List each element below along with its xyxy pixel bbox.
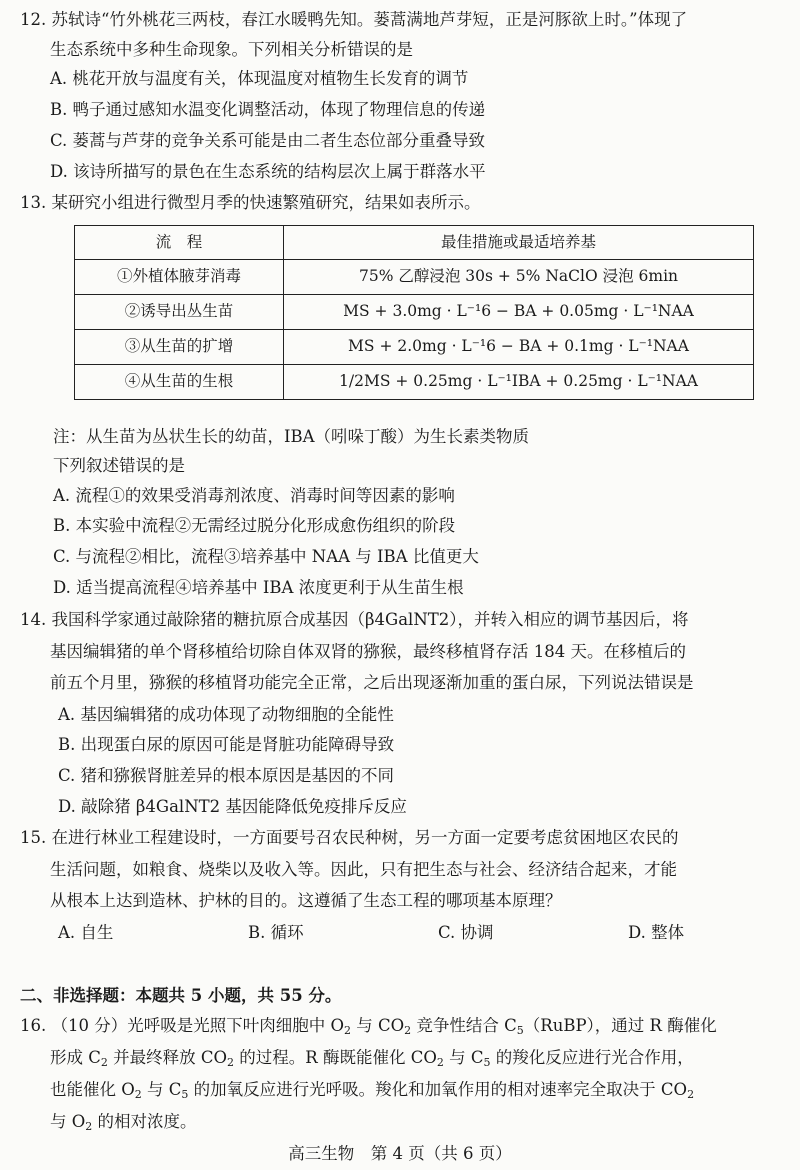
table-row [75, 295, 754, 330]
table-row [75, 260, 754, 295]
table-header-process: 流 程 [75, 226, 284, 260]
table-cell-step: ①外植体腋芽消毒 [75, 260, 284, 295]
table-cell-step: ④从生苗的生根 [75, 365, 284, 400]
q13-stem: 13. 某研究小组进行微型月季的快速繁殖研究，结果如表所示。 [20, 193, 481, 212]
q13-option-d: D. 适当提高流程④培养基中 IBA 浓度更利于从生苗生根 [53, 578, 464, 597]
procedure-table [74, 225, 754, 400]
q12-line1: 12. 苏轼诗“竹外桃花三两枝，春江水暖鸭先知。蒌蒿满地芦芽短，正是河豚欲上时。”体现了 [20, 10, 688, 29]
subscript: 2 [227, 1056, 235, 1069]
q14-option-c: C. 猪和猕猴肾脏差异的根本原因是基因的不同 [58, 766, 395, 785]
q16-text: （RuBP），通过 R 酶催化 [523, 1016, 717, 1035]
subscript: 2 [100, 1056, 108, 1069]
subscript: 2 [134, 1088, 142, 1101]
subscript: 5 [483, 1056, 491, 1069]
table-cell-measure: MS + 3.0mg · L⁻¹6 − BA + 0.05mg · L⁻¹NAA [284, 295, 754, 330]
table-row [75, 365, 754, 400]
q13-option-c: C. 与流程②相比，流程③培养基中 NAA 与 IBA 比值更大 [53, 547, 479, 566]
q15-choice-a: A. 自生 [58, 923, 114, 942]
q15-line3: 从根本上达到造林、护林的目的。这遵循了生态工程的哪项基本原理？ [50, 891, 562, 910]
q12-option-a: A. 桃花开放与温度有关，体现温度对植物生长发育的调节 [50, 69, 469, 88]
q15-choice-d: D. 整体 [628, 923, 685, 942]
table-cell-measure: 75% 乙醇浸泡 30s + 5% NaClO 浸泡 6min [284, 260, 754, 295]
q12-option-b: B. 鸭子通过感知水温变化调整活动，体现了物理信息的传递 [50, 100, 486, 119]
table-row [75, 330, 754, 365]
q15-line1: 15. 在进行林业工程建设时，一方面要号召农民种树，另一方面一定要考虑贫困地区农民的 [20, 828, 679, 847]
q15-choice-b: B. 循环 [248, 923, 304, 942]
q16-text: 的羧化反应进行光合作用， [490, 1048, 694, 1067]
q14-option-b: B. 出现蛋白尿的原因可能是肾脏功能障碍导致 [58, 735, 395, 754]
q16-text: 也能催化 O [50, 1080, 135, 1099]
q16-text: 并最终释放 CO [107, 1048, 228, 1067]
q14-line2: 基因编辑猪的单个肾移植给切除自体双肾的猕猴，最终移植肾存活 184 天。在移植后的 [50, 642, 686, 661]
subscript: 2 [85, 1120, 93, 1133]
q15-line2: 生活问题，如粮食、烧柴以及收入等。因此，只有把生态与社会、经济结合起来，才能 [50, 860, 677, 879]
q16-text: 竞争性结合 C [411, 1016, 517, 1035]
q14-option-a: A. 基因编辑猪的成功体现了动物细胞的全能性 [58, 705, 394, 724]
q16-line1 [20, 1016, 717, 1038]
q13-option-a: A. 流程①的效果受消毒剂浓度、消毒时间等因素的影响 [53, 486, 455, 505]
q16-text: 与 CO [351, 1016, 405, 1035]
subscript: 5 [181, 1088, 189, 1101]
page-footer: 高三生物 第 4 页（共 6 页） [288, 1144, 512, 1163]
subscript: 2 [687, 1088, 695, 1101]
table-cell-step: ③从生苗的扩增 [75, 330, 284, 365]
q16-text: 形成 C [50, 1048, 101, 1067]
q16-text: 与 C [141, 1080, 182, 1099]
subscript: 2 [404, 1024, 412, 1037]
table-cell-measure: MS + 2.0mg · L⁻¹6 − BA + 0.1mg · L⁻¹NAA [284, 330, 754, 365]
q16-text: 的过程。R 酶既能催化 CO [234, 1048, 437, 1067]
q16-text: 的相对浓度。 [92, 1112, 197, 1131]
q12-option-c: C. 蒌蒿与芦芽的竞争关系可能是由二者生态位部分重叠导致 [50, 131, 486, 150]
table-header-row [75, 226, 754, 260]
q14-line1: 14. 我国科学家通过敲除猪的糖抗原合成基因（β4GalNT2），并转入相应的调节基因后，将 [20, 610, 689, 629]
q16-line3 [50, 1080, 694, 1102]
q12-option-d: D. 该诗所描写的景色在生态系统的结构层次上属于群落水平 [50, 162, 486, 181]
q16-line2 [50, 1048, 694, 1070]
q16-text: 的加氧反应进行光呼吸。羧化和加氧作用的相对速率完全取决于 CO [188, 1080, 688, 1099]
section-title: 二、非选择题：本题共 5 小题，共 55 分。 [20, 986, 342, 1005]
q14-option-d: D. 敲除猪 β4GalNT2 基因能降低免疫排斥反应 [58, 797, 407, 816]
q16-line4 [50, 1112, 197, 1134]
table-header-measure: 最佳措施或最适培养基 [284, 226, 754, 260]
subscript: 5 [516, 1024, 524, 1037]
subscript: 2 [344, 1024, 351, 1037]
q13-note: 注：从生苗为丛状生长的幼苗，IBA（吲哚丁酸）为生长素类物质 [53, 427, 530, 446]
q16-text: 16. （10 分）光呼吸是光照下叶肉细胞中 O [20, 1016, 344, 1035]
table-cell-step: ②诱导出丛生苗 [75, 295, 284, 330]
q16-text: 与 C [443, 1048, 484, 1067]
q14-line3: 前五个月里，猕猴的移植肾功能完全正常，之后出现逐渐加重的蛋白尿，下列说法错误是 [50, 673, 694, 692]
q13-option-b: B. 本实验中流程②无需经过脱分化形成愈伤组织的阶段 [53, 516, 456, 535]
q16-text: 与 O [50, 1112, 86, 1131]
q15-choices [58, 923, 800, 944]
q13-ask: 下列叙述错误的是 [53, 456, 185, 475]
subscript: 2 [436, 1056, 444, 1069]
q12-line2: 生态系统中多种生命现象。下列相关分析错误的是 [50, 40, 413, 59]
q15-choice-c: C. 协调 [438, 923, 494, 942]
table-cell-measure: 1/2MS + 0.25mg · L⁻¹IBA + 0.25mg · L⁻¹NAA [284, 365, 754, 400]
